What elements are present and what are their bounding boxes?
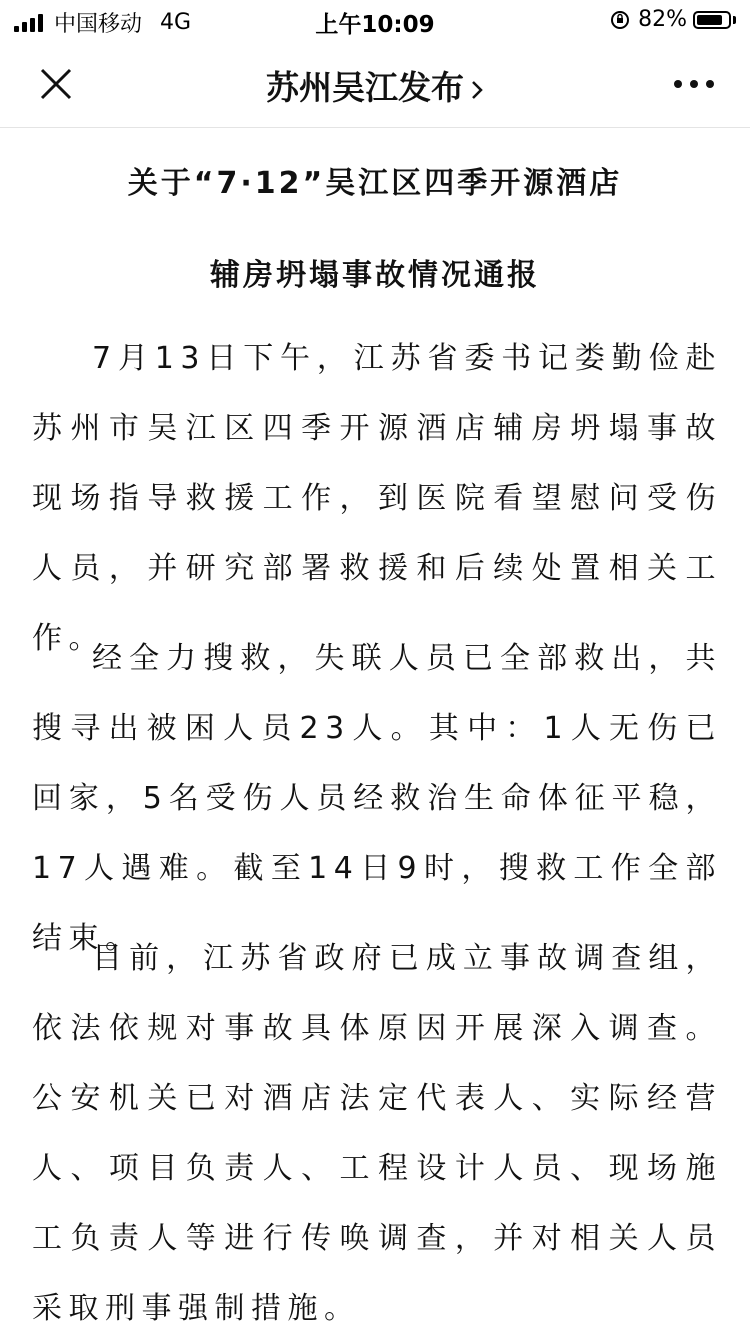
battery-icon	[693, 11, 736, 29]
account-title[interactable]	[0, 62, 750, 109]
article-paragraph: 经全力搜救，失联人员已全部救出，共搜寻出被困人员23人。其中：1人无伤已回家，5名受伤人员经救治生命体征平稳，17人遇难。截至14日9时，搜救工作全部结束。	[32, 641, 722, 956]
article-title-line-1: 关于“7·12”吴江区四季开源酒店	[127, 166, 623, 201]
rotation-lock-icon	[610, 10, 630, 30]
network-type: 4G	[160, 10, 192, 35]
article-title-line-2: 辅房坍塌事故情况通报	[210, 258, 540, 293]
article-paragraph: 7月13日下午，江苏省委书记娄勤俭赴苏州市吴江区四季开源酒店辅房坍塌事故现场指导救援工作，到医院看望慰问受伤人员，并研究部署救援和后续处置相关工作。	[32, 341, 722, 656]
chevron-right-icon	[470, 78, 484, 102]
account-name: 苏州吴江发布	[266, 68, 464, 107]
more-icon[interactable]	[672, 72, 716, 96]
article-paragraph: 目前，江苏省政府已成立事故调查组，依法依规对事故具体原因开展深入调查。公安机关已对酒店法定代表人、实际经营人、项目负责人、工程设计人员、现场施工负责人等进行传唤调查，并对相关人员采取刑事强制措施。	[32, 941, 722, 1326]
status-right	[610, 7, 736, 32]
status-time: 上午10:09	[315, 12, 435, 38]
nav-bar	[0, 40, 750, 128]
carrier-name: 中国移动	[54, 12, 143, 37]
status-bar	[0, 0, 750, 40]
battery-percent: 82%	[638, 7, 687, 32]
